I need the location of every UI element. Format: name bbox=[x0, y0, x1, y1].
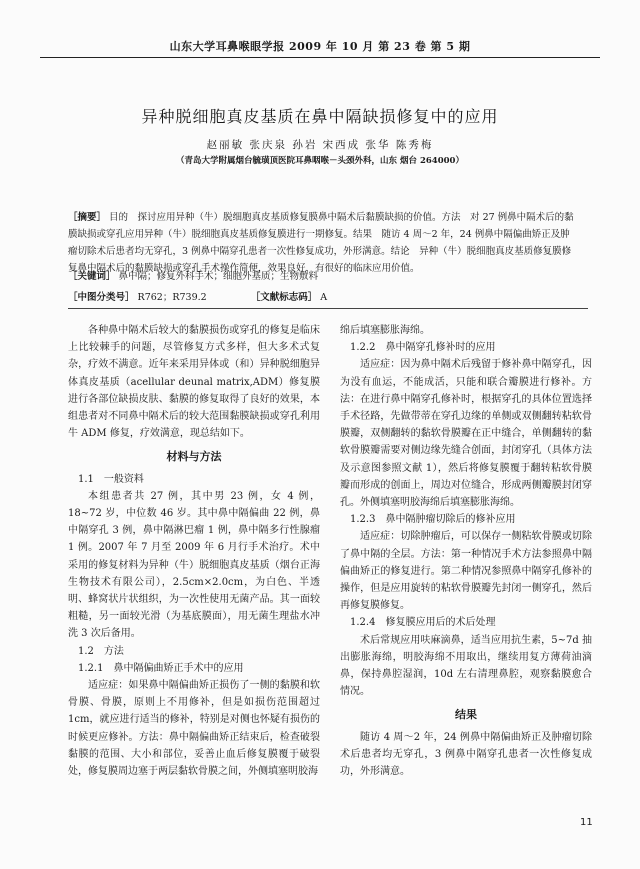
abstract-label: ［摘要］ bbox=[68, 212, 107, 223]
abstract-divider bbox=[68, 308, 588, 309]
article-title: 异种脱细胞真皮基质在鼻中隔缺损修复中的应用 bbox=[141, 107, 499, 126]
paragraph-general-data: 本组患者共 27 例，其中男 23 例，女 4 例，18~72 岁，中位数 46 岁。其中鼻中隔偏曲 22 例，鼻中隔穿孔 3 例，鼻中隔淋巴瘤 1 例，鼻中隔多行性腺瘤 1 例。2007 年 7 月至 2009 年 6 月行手术治疗。术中采用的修复材料为异种（牛）脱细胞真皮基质（烟台正海生物技术有限公司），2.5cm×2.0cm，为白色、半透明、蜂窝状片状组织，为一次性使用无菌产品。其一面较粗糙，另一面较光滑（为基底膜面），用无菌生理盐水冲洗 3 次后备用。 bbox=[68, 490, 320, 640]
heading-deviation-correction: 1.2.1 鼻中隔偏曲矫正手术中的应用 bbox=[78, 662, 244, 674]
paragraph-perforation-repair: 适应症：因为鼻中隔术后残留于修补鼻中隔穿孔，因为没有血运，不能成活，只能和联合瓣膜进行修补。方法：在进行鼻中隔穿孔修补时，根据穿孔的具体位置选择手术径路，先做带蒂在穿孔边缘的单侧或双侧翻转粘软骨膜瓣，双侧翻转的黏软骨膜瓣在正中缝合，单侧翻转的黏软骨膜瓣需要对侧边缘先缝合创面，封闭穿孔（具体方法及示意图参照文献 1），然后将修复膜覆于翻转粘软骨膜瓣而形成的创面上，周边对位缝合，形成两侧瓣膜封闭穿孔。外侧填塞明胶海绵后填塞膨胀海绵。 bbox=[340, 359, 592, 509]
page-number: 11 bbox=[580, 817, 593, 828]
heading-perforation-repair: 1.2.2 鼻中隔穿孔修补时的应用 bbox=[350, 342, 496, 354]
heading-tumor-resection: 1.2.3 鼻中隔肿瘤切除后的修补应用 bbox=[350, 514, 516, 526]
doc-code-label: ［文献标志码］ bbox=[250, 292, 318, 303]
intro-paragraph: 各种鼻中隔术后较大的黏膜损伤或穿孔的修复是临床上比较棘手的问题，尽管修复方式多样，但大多术式复杂，疗效不满意。近年来采用异体或（和）异种脱细胞异体真皮基质（acellular deunal matrix,ADM）修复膜进行各部位缺损皮肤、黏膜的修复取得了良好的效果，本组患者对不同鼻中隔术后的较大范围黏膜缺损或穿孔利用牛 ADM 修复，疗效满意，现总结如下。 bbox=[68, 325, 320, 440]
right-column bbox=[340, 322, 592, 780]
paragraph-deviation-correction: 适应症：如果鼻中隔偏曲矫正损伤了一侧的黏膜和软骨膜、骨膜，原则上不用修补，但是如损伤范围超过 1cm，就应进行适当的修补，特别是对侧也怀疑有损伤的时候更应修补。方法：鼻中隔偏曲矫正结束后，检查破裂黏膜的范围、大小和部位，妥善止血后修复膜覆于破裂处，修复膜周边塞于两层黏软骨膜之间，外侧填塞明胶海 bbox=[68, 680, 320, 778]
abstract-text: 目的 探讨应用异种（牛）脱细胞真皮基质修复膜鼻中隔术后黏膜缺损的价值。方法 对 27 例鼻中隔术后的黏膜缺损或穿孔应用异种（牛）脱细胞真皮基质修复膜进行一期修复。结果 随访 4 周～2 年，24 例鼻中隔偏曲矫正及肿瘤切除术后患者均无穿孔，3 例鼻中隔穿孔患者一次性修复成功，外形满意。结论 异种（牛）脱细胞真皮基质修复膜修复鼻中隔术后的黏膜缺损或穿孔手术操作简便，效果良好，有很好的临床应用价值。 bbox=[68, 212, 574, 274]
clc-label: ［中图分类号］ bbox=[68, 292, 135, 303]
header-divider bbox=[40, 57, 600, 58]
paragraph-tumor-resection: 适应症：切除肿瘤后，可以保存一侧粘软骨膜或切除了鼻中隔的全层。方法：第一种情况手术方法参照鼻中隔偏曲矫正的修复进行。第二种情况参照鼻中隔穿孔修补的操作，但是应用旋转的粘软骨膜瓣先封闭一侧穿孔，然后再修复膜修复。 bbox=[340, 531, 592, 612]
section-title-results: 结果 bbox=[455, 708, 477, 722]
heading-general-data: 1.1 一般资料 bbox=[78, 473, 144, 485]
running-header: 山东大学耳鼻喉眼学报 2009 年 10 月 第 23 卷 第 5 期 bbox=[169, 40, 471, 53]
paragraph-continued: 绵后填塞膨胀海绵。 bbox=[340, 325, 430, 336]
section-title-methods: 材料与方法 bbox=[166, 450, 222, 464]
paragraph-results: 随访 4 周～2 年，24 例鼻中隔偏曲矫正及肿瘤切除术后患者均无穿孔，3 例鼻中隔穿孔患者一次性修复成功，外形满意。 bbox=[340, 731, 592, 778]
clc-value: R762；R739.2 bbox=[137, 292, 207, 303]
left-column bbox=[68, 322, 320, 780]
paragraph-postoperative: 术后常规应用呋麻滴鼻，适当应用抗生素，5~7d 抽出膨胀海绵，明胶海绵不用取出，继续用复方薄荷油滴鼻，保持鼻腔湿润，10d 左右清理鼻腔，观察黏膜愈合情况。 bbox=[340, 634, 592, 698]
doc-code-value: A bbox=[320, 292, 328, 303]
keywords bbox=[68, 268, 578, 282]
author-list: 赵丽敏 张庆泉 孙岩 宋西成 张华 陈秀梅 bbox=[206, 139, 434, 151]
keywords-label: ［关键词］ bbox=[68, 271, 116, 282]
classification-line bbox=[68, 289, 578, 303]
affiliation: （青岛大学附属烟台毓璜顶医院耳鼻咽喉－头颈外科，山东 烟台 264000） bbox=[176, 156, 464, 166]
heading-postoperative: 1.2.4 修复膜应用后的术后处理 bbox=[350, 617, 496, 629]
abstract bbox=[68, 209, 578, 277]
heading-methods: 1.2 方法 bbox=[78, 645, 124, 657]
keywords-text: 鼻中隔；修复外科手术；细胞外基质；生物敷料 bbox=[118, 271, 319, 282]
